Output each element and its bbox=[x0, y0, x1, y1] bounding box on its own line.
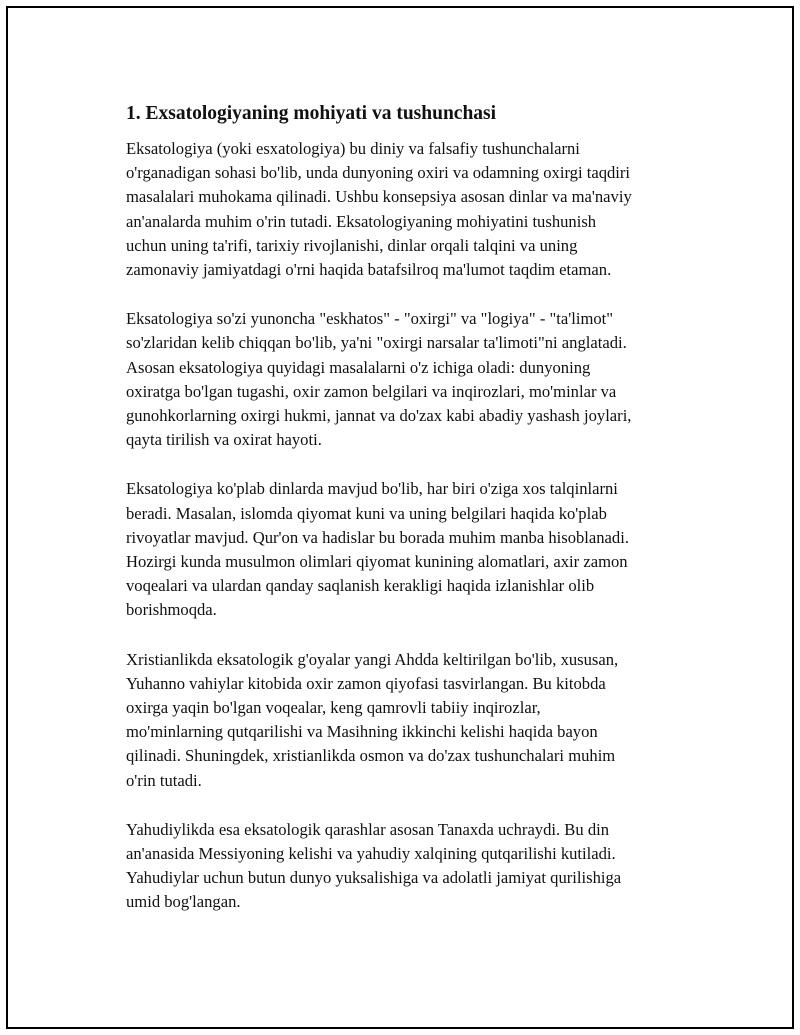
paragraph-line: Yuhanno vahiylar kitobida oxir zamon qiyofasi tasvirlangan. Bu kitobda bbox=[126, 673, 606, 693]
paragraph-line: oxirga yaqin bo'lgan voqealar, keng qamrovli tabiiy inqirozlar, bbox=[126, 698, 541, 718]
paragraph-line: Xristianlikda eksatologik g'oyalar yangi Ahdda keltirilgan bo'lib, xususan, bbox=[126, 649, 619, 669]
paragraph-line: rivoyatlar mavjud. Qur'on va hadislar bu borada muhim manba hisoblanadi. bbox=[126, 527, 629, 547]
paragraph-line: qayta tirilish va oxirat hayoti. bbox=[126, 430, 322, 450]
paragraph-line: zamonaviy jamiyatdagi o'rni haqida batafsilroq ma'lumot taqdim etaman. bbox=[126, 260, 612, 280]
paragraph-line: uchun uning ta'rifi, tarixiy rivojlanishi, dinlar orqali talqini va uning bbox=[126, 235, 578, 255]
paragraph-line: Asosan eksatologiya quyidagi masalalarni o'z ichiga oladi: dunyoning bbox=[126, 357, 591, 377]
paragraph-list bbox=[126, 137, 706, 915]
paragraph-5 bbox=[126, 818, 706, 915]
paragraph-line: o'rganadigan sohasi bo'lib, unda dunyoning oxiri va odamning oxirgi taqdiri bbox=[126, 163, 631, 183]
paragraph-line: gunohkorlarning oxirgi hukmi, jannat va do'zax kabi abadiy yashash joylari, bbox=[126, 406, 632, 426]
paragraph-line: Yahudiylar uchun butun dunyo yuksalishiga va adolatli jamiyat qurilishiga bbox=[126, 868, 622, 888]
paragraph-line: Yahudiylikda esa eksatologik qarashlar asosan Tanaxda uchraydi. Bu din bbox=[126, 819, 610, 839]
page-frame bbox=[6, 6, 794, 1029]
paragraph-line: umid bog'langan. bbox=[126, 892, 241, 912]
paragraph-2 bbox=[126, 307, 706, 452]
paragraph-1 bbox=[126, 137, 706, 282]
paragraph-line: borishmoqda. bbox=[126, 600, 217, 620]
paragraph-line: oxiratga bo'lgan tugashi, oxir zamon belgilari va inqirozlari, mo'minlar va bbox=[126, 381, 617, 401]
paragraph-3 bbox=[126, 477, 706, 622]
section-title: 1. Exsatologiyaning mohiyati va tushunchasi bbox=[126, 103, 497, 124]
paragraph-line: Eksatologiya (yoki esxatologiya) bu diniy va falsafiy tushunchalarni bbox=[126, 139, 580, 158]
document-body bbox=[126, 102, 706, 940]
paragraph-line: o'rin tutadi. bbox=[126, 770, 202, 790]
paragraph-line: voqealari va ulardan qanday saqlanish kerakligi haqida izlanishlar olib bbox=[126, 576, 595, 596]
paragraph-line: Hozirgi kunda musulmon olimlari qiyomat kunining alomatlari, axir zamon bbox=[126, 552, 628, 572]
paragraph-line: so'zlaridan kelib chiqqan bo'lib, ya'ni "oxirgi narsalar ta'limoti"ni anglatadi. bbox=[126, 333, 627, 353]
paragraph-line: Eksatologiya so'zi yunoncha "eskhatos" - "oxirgi" va "logiya" - "ta'limot" bbox=[126, 309, 614, 329]
paragraph-line: an'anasida Messiyoning kelishi va yahudiy xalqining qutqarilishi kutiladi. bbox=[126, 844, 616, 864]
paragraph-line: Eksatologiya ko'plab dinlarda mavjud bo'lib, har biri o'ziga xos talqinlarni bbox=[126, 479, 618, 499]
paragraph-line: masalalari muhokama qilinadi. Ushbu konsepsiya asosan dinlar va ma'naviy bbox=[126, 187, 632, 207]
paragraph-4 bbox=[126, 648, 706, 793]
paragraph-line: mo'minlarning qutqarilishi va Masihning ikkinchi kelishi haqida bayon bbox=[126, 722, 598, 742]
paragraph-line: beradi. Masalan, islomda qiyomat kuni va uning belgilari haqida ko'plab bbox=[126, 503, 607, 523]
paragraph-line: an'analarda muhim o'rin tutadi. Eksatologiyaning mohiyatini tushunish bbox=[126, 211, 597, 231]
paragraph-line: qilinadi. Shuningdek, xristianlikda osmon va do'zax tushunchalari muhim bbox=[126, 746, 616, 766]
